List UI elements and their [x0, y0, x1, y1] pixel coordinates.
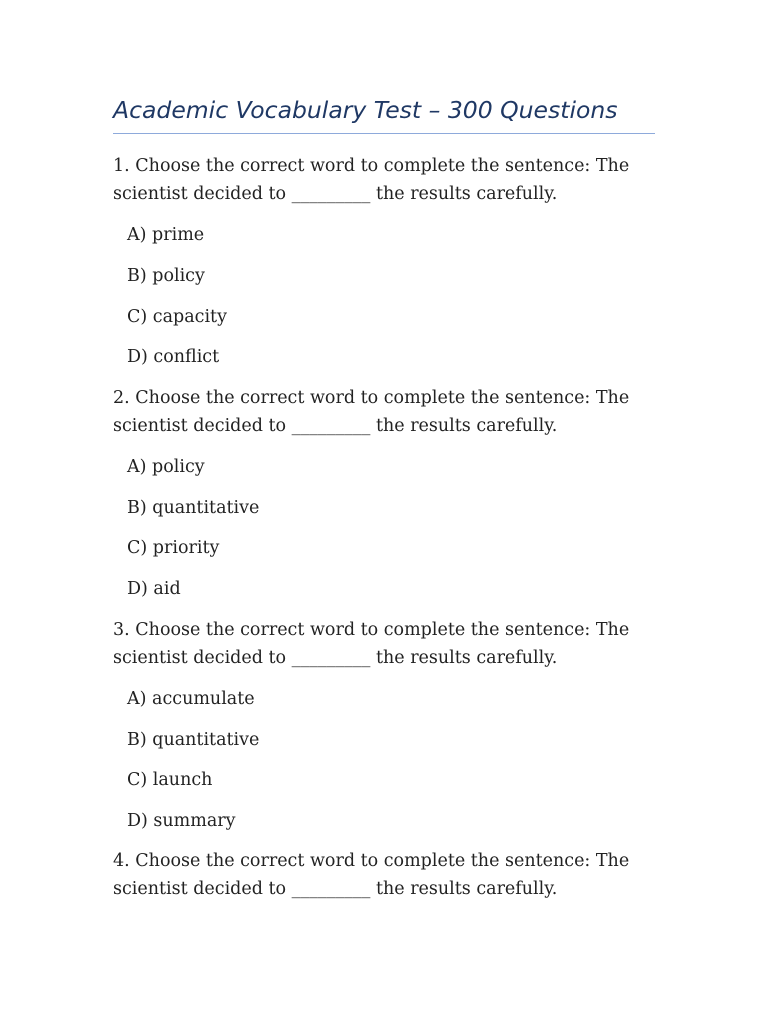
question-1: [113, 152, 663, 208]
option-d: D) aid: [127, 579, 181, 599]
question-stem: Choose the correct word to complete the sentence: The scientist decided to: [113, 156, 630, 204]
title-divider: [113, 133, 655, 134]
answer-blank: _________: [291, 416, 371, 436]
option-b: B) quantitative: [127, 730, 260, 750]
question-number: 4.: [113, 851, 130, 871]
question-stem: Choose the correct word to complete the sentence: The scientist decided to: [113, 620, 630, 668]
option-a: A) prime: [127, 225, 205, 245]
option-d: D) summary: [127, 811, 236, 831]
question-tail: the results carefully.: [375, 648, 558, 668]
page-title: Academic Vocabulary Test – 300 Questions: [113, 96, 618, 124]
answer-blank: _________: [291, 184, 371, 204]
option-c: C) launch: [127, 770, 213, 790]
option-b: B) quantitative: [127, 498, 260, 518]
option-c: C) capacity: [127, 307, 227, 327]
question-tail: the results carefully.: [375, 879, 558, 899]
question-3: [113, 616, 663, 672]
question-tail: the results carefully.: [375, 416, 558, 436]
option-a: A) policy: [127, 457, 205, 477]
question-tail: the results carefully.: [375, 184, 558, 204]
answer-blank: _________: [291, 879, 371, 899]
question-4: [113, 847, 663, 903]
question-2: [113, 384, 663, 440]
question-stem: Choose the correct word to complete the sentence: The scientist decided to: [113, 388, 630, 436]
option-a: A) accumulate: [127, 689, 255, 709]
option-b: B) policy: [127, 266, 205, 286]
option-c: C) priority: [127, 538, 220, 558]
answer-blank: _________: [291, 648, 371, 668]
option-d: D) conflict: [127, 347, 220, 367]
question-number: 3.: [113, 620, 130, 640]
question-number: 2.: [113, 388, 130, 408]
question-number: 1.: [113, 156, 130, 176]
question-stem: Choose the correct word to complete the sentence: The scientist decided to: [113, 851, 630, 899]
